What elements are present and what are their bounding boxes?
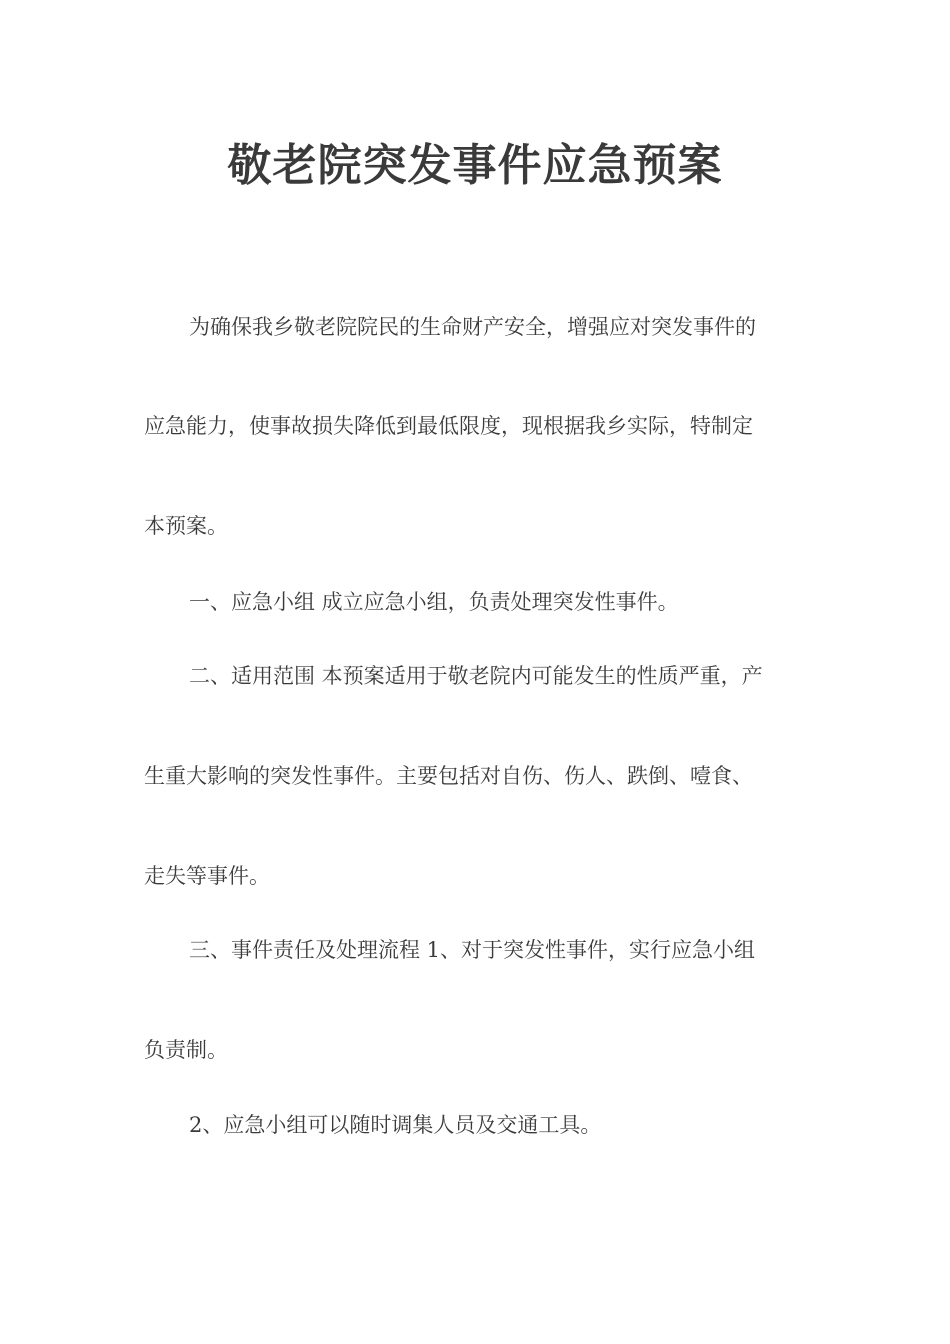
section-heading-line: 一、应急小组 成立应急小组，负责处理突发性事件。 bbox=[189, 590, 679, 614]
paragraph-line: 走失等事件。 bbox=[144, 864, 270, 888]
paragraph-line: 本预案。 bbox=[144, 514, 228, 538]
document-title: 敬老院突发事件应急预案 bbox=[227, 140, 723, 191]
paragraph-line: 生重大影响的突发性事件。主要包括对自伤、伤人、跌倒、噎食、 bbox=[144, 764, 753, 788]
paragraph-line: 为确保我乡敬老院院民的生命财产安全，增强应对突发事件的 bbox=[189, 315, 756, 339]
paragraph-line: 应急能力，使事故损失降低到最低限度，现根据我乡实际，特制定 bbox=[144, 414, 753, 438]
section-heading-line: 三、事件责任及处理流程 1、对于突发性事件，实行应急小组 bbox=[189, 938, 756, 962]
paragraph-line: 负责制。 bbox=[144, 1038, 228, 1062]
section-heading-line: 二、适用范围 本预案适用于敬老院内可能发生的性质严重，产 bbox=[189, 664, 763, 688]
paragraph-line: 2、应急小组可以随时调集人员及交通工具。 bbox=[189, 1113, 602, 1137]
